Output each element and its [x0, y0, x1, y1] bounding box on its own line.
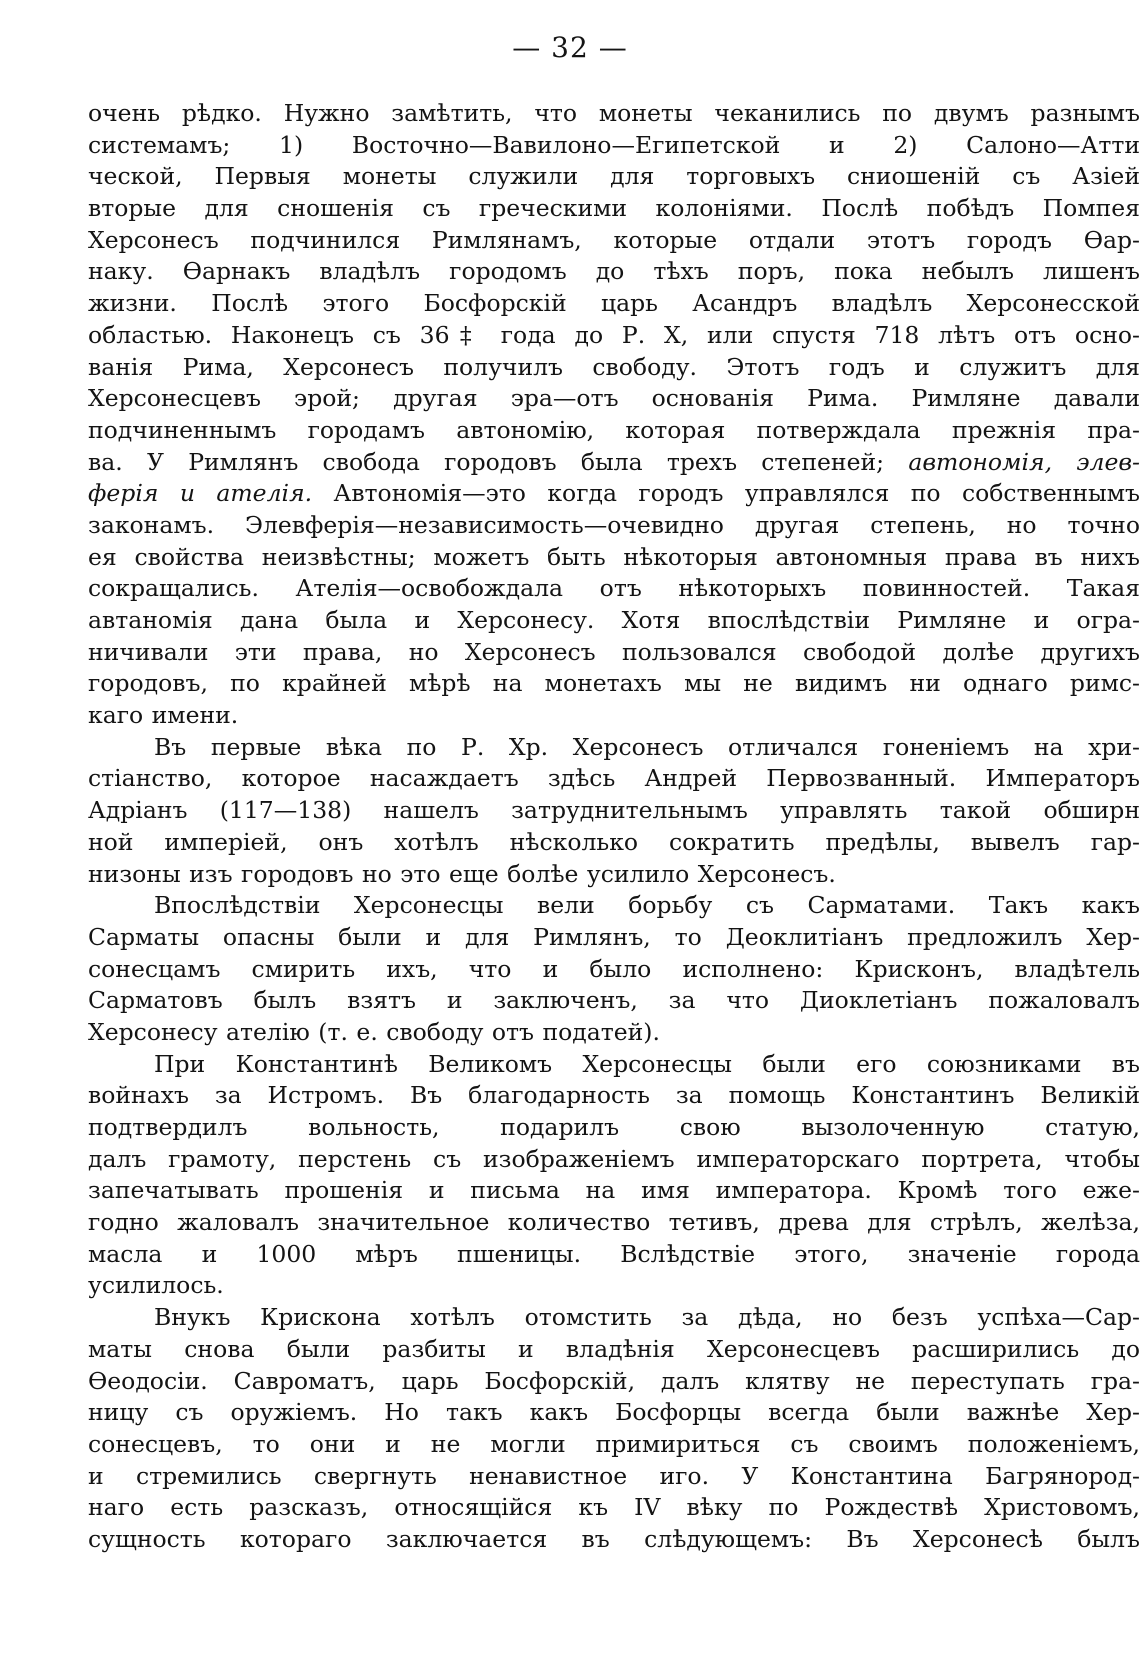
text-line — [88, 542, 1140, 574]
line-text: усилилось. — [88, 1271, 224, 1300]
line-text: Сарматы опасны были и для Римлянъ, то Деоклитіанъ предложилъ Хер- — [88, 922, 1140, 951]
text-line — [88, 1080, 1140, 1112]
text-line — [88, 1239, 1140, 1271]
text-line — [88, 668, 1140, 700]
line-text: войнахъ за Истромъ. Въ благодарность за помощь Константинъ Великій — [88, 1081, 1140, 1110]
text-line — [88, 1144, 1140, 1176]
text-line — [88, 1270, 1140, 1302]
text-line — [88, 1207, 1140, 1239]
text-line — [88, 225, 1140, 257]
text-line — [88, 478, 1140, 510]
text-line — [88, 415, 1140, 447]
text-line — [88, 320, 1140, 352]
text-line — [88, 954, 1140, 986]
line-text: системамъ; 1) Восточно—Вавилоно—Египетской и 2) Салоно—Атти — [88, 130, 1140, 159]
line-text: Адріанъ (117—138) нашелъ затруднительнымъ управлять такой обширн — [88, 796, 1140, 825]
line-text: ной имперіей, онъ хотѣлъ нѣсколько сократить предѣлы, вывелъ гар- — [88, 827, 1140, 856]
line-text: законамъ. Элевферія—независимость—очевидно другая степень, но точно — [88, 510, 1140, 539]
line-text: сокращались. Ателія—освобождала отъ нѣкоторыхъ повинностей. Такая — [88, 574, 1140, 603]
line-text: далъ грамоту, перстень съ изображеніемъ императорскаго портрета, чтобы — [88, 1144, 1140, 1173]
line-text: стіанство, которое насаждаетъ здѣсь Андрей Первозванный. Императоръ — [88, 764, 1140, 793]
body-text — [88, 98, 1140, 1556]
text-line — [88, 1429, 1140, 1461]
text-line — [88, 605, 1140, 637]
text-line — [88, 161, 1140, 193]
line-text: ницу съ оружіемъ. Но такъ какъ Босфорцы всегда были важнѣе Хер- — [88, 1398, 1140, 1427]
line-text: маты снова были разбиты и владѣнія Херсонесцевъ расширились до — [88, 1334, 1140, 1363]
text-line — [88, 1175, 1140, 1207]
text-line — [88, 383, 1140, 415]
line-text: запечатывать прошенія и письма на имя императора. Кромѣ того еже- — [88, 1176, 1140, 1205]
text-line — [88, 447, 1140, 479]
line-text: вторые для сношенія съ греческими колоніями. Послѣ побѣдъ Помпея — [88, 194, 1140, 223]
line-text: Впослѣдствіи Херсонесцы вели борьбу съ Сарматами. Такъ какъ — [154, 891, 1140, 920]
text-line — [88, 1397, 1140, 1429]
line-text: автаномія дана была и Херсонесу. Хотя впослѣдствіи Римляне и огра- — [88, 606, 1140, 634]
line-text: жизни. Послѣ этого Босфорскій царь Асандръ владѣлъ Херсонесской — [88, 289, 1140, 318]
line-text: При Константинѣ Великомъ Херсонесцы были его союзниками въ — [154, 1049, 1140, 1078]
line-text: Херсонесцевъ эрой; другая эра—отъ основанія Рима. Римляне давали — [88, 384, 1140, 413]
line-text: Внукъ Крискона хотѣлъ отомстить за дѣда, но безъ успѣха—Сар- — [154, 1303, 1140, 1332]
text-line — [88, 637, 1140, 669]
text-line — [88, 985, 1140, 1017]
text-line — [88, 1334, 1140, 1366]
line-text: ва. У Римлянъ свобода городовъ была трехъ степеней; — [88, 447, 909, 476]
line-text: низоны изъ городовъ но это еще болѣе усилило Херсонесъ. — [88, 859, 836, 888]
line-text: Херсонесъ подчинился Римлянамъ, которые отдали этотъ городъ Ѳар- — [88, 225, 1140, 254]
line-text: Сарматовъ былъ взятъ и заключенъ, за что Диоклетіанъ пожаловалъ — [88, 986, 1140, 1015]
text-line — [88, 1112, 1140, 1144]
text-line — [88, 193, 1140, 225]
line-text: каго имени. — [88, 701, 239, 730]
text-line — [88, 827, 1140, 859]
text-line — [88, 98, 1140, 130]
text-line — [88, 256, 1140, 288]
text-line — [88, 890, 1140, 922]
line-text: городовъ, по крайней мѣрѣ на монетахъ мы не видимъ ни однаго римс- — [88, 669, 1140, 698]
line-text: ничивали эти права, но Херсонесъ пользовался свободой долѣе другихъ — [88, 637, 1140, 666]
line-text: сущность котораго заключается въ слѣдующемъ: Въ Херсонесѣ былъ — [88, 1524, 1140, 1553]
italic-term: автономія, элев- — [908, 447, 1140, 476]
text-line — [88, 700, 1140, 732]
text-line — [88, 573, 1140, 605]
line-text: Херсонесу ателію (т. е. свободу отъ податей). — [88, 1017, 660, 1046]
text-line — [88, 1461, 1140, 1493]
line-text: Въ первые вѣка по Р. Хр. Херсонесъ отличался гоненіемъ на хри- — [154, 732, 1140, 761]
text-line — [88, 1366, 1140, 1398]
page-number: — 32 — — [512, 31, 628, 64]
line-text: и стремились свергнуть ненавистное иго. У Константина Багрянород- — [88, 1461, 1140, 1490]
line-text: сонесцевъ, то они и не могли примириться съ своимъ положеніемъ, — [88, 1429, 1140, 1458]
text-line — [88, 130, 1140, 162]
line-text: Ѳеодосіи. Савроматъ, царь Босфорскій, далъ клятву не переступать гра- — [88, 1366, 1140, 1395]
line-text: Автономія—это когда городъ управлялся по собственнымъ — [312, 479, 1140, 508]
text-line — [88, 1302, 1140, 1334]
line-text: ческой, Первыя монеты служили для торговыхъ сниошеній съ Азіей — [88, 162, 1140, 191]
line-text: наку. Ѳарнакъ владѣлъ городомъ до тѣхъ поръ, пока небылъ лишенъ — [88, 257, 1140, 286]
text-line — [88, 1017, 1140, 1049]
text-line — [88, 352, 1140, 384]
line-text: годно жаловалъ значительное количество тетивъ, древа для стрѣлъ, желѣза, — [88, 1208, 1140, 1237]
line-text: масла и 1000 мѣръ пшеницы. Вслѣдствіе этого, значеніе города — [88, 1239, 1140, 1268]
line-text: подтвердилъ вольность, подарилъ свою вызолоченную статую, — [88, 1113, 1140, 1141]
text-line — [88, 288, 1140, 320]
text-line — [88, 1492, 1140, 1524]
text-line — [88, 922, 1140, 954]
line-text: наго есть разсказъ, относящійся къ IV вѣку по Рождествѣ Христовомъ, — [88, 1493, 1140, 1522]
line-text: ванія Рима, Херсонесъ получилъ свободу. Этотъ годъ и служитъ для — [88, 352, 1140, 381]
text-line — [88, 795, 1140, 827]
line-text: областью. Наконецъ съ 36‡ года до Р. Х, или спустя 718 лѣтъ отъ осно- — [88, 320, 1140, 349]
text-line — [88, 763, 1140, 795]
line-text: сонесцамъ смирить ихъ, что и было исполнено: Крисконъ, владѣтель — [88, 954, 1140, 983]
line-text: ея свойства неизвѣстны; можетъ быть нѣкоторыя автономныя права въ нихъ — [88, 542, 1140, 571]
text-line — [88, 859, 1140, 891]
line-text: очень рѣдко. Нужно замѣтить, что монеты чеканились по двумъ разнымъ — [88, 99, 1140, 127]
text-line — [88, 732, 1140, 764]
text-line — [88, 1049, 1140, 1081]
italic-term: ферія и ателія. — [88, 479, 313, 508]
line-text: подчиненнымъ городамъ автономію, которая потверждала прежнія пра- — [88, 415, 1140, 444]
text-line — [88, 1524, 1140, 1556]
text-line — [88, 510, 1140, 542]
